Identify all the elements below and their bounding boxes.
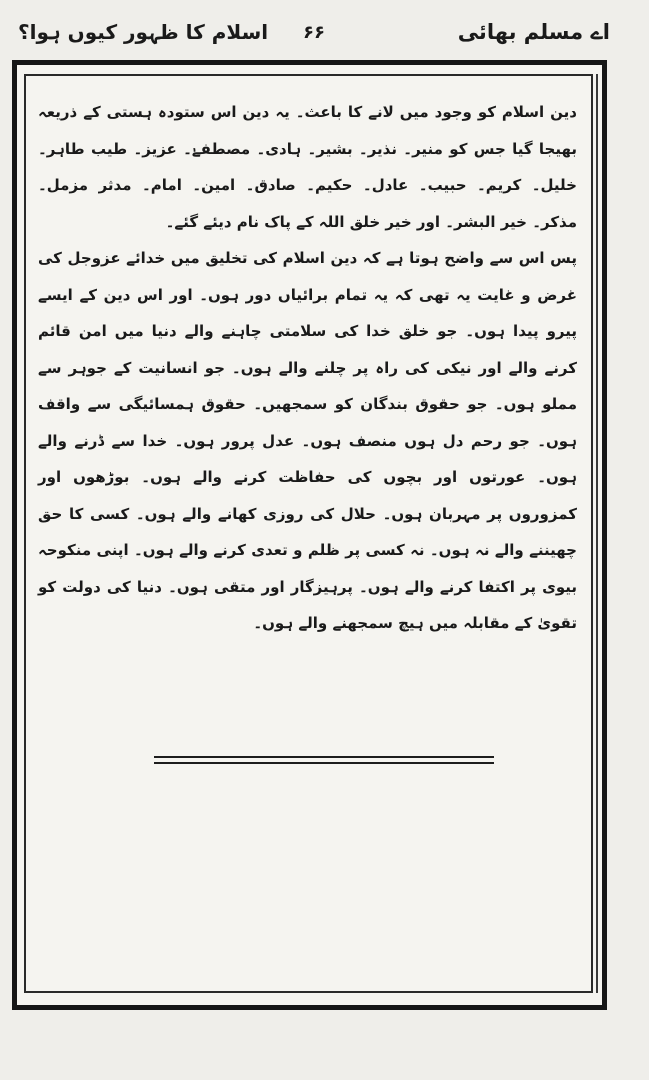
running-title-right: اے مسلم بھائی (457, 20, 610, 44)
page-number: ۶۶ (303, 22, 325, 43)
running-title-left: اسلام کا ظہور کیوں ہوا؟ (18, 20, 269, 44)
paragraph-2: پس اس سے واضح ہوتا ہے کہ دین اسلام کی تخلیق میں خدائے عزوجل کی غرض و غایت یہ تھی کہ یہ تمام برائیاں دور ہوں۔ اور اس دین کے ایسے پیرو پیدا ہوں۔ جو خلق خدا کی سلامتی چاہنے والے دنیا میں امن قائم کرنے والے اور نیکی کی راہ پر چلنے والے ہوں۔ جو انسانیت کے جوہر سے مملو ہوں۔ جو حقوق بندگان کو سمجھیں۔ حقوق ہمسائیگی سے واقف ہوں۔ جو رحم دل ہوں منصف ہوں۔ عدل پرور ہوں۔ خدا سے ڈرنے والے ہوں۔ عورتوں اور بچوں کی حفاظت کرنے والے ہوں۔ بوڑھوں اور کمزوروں پر مہربان ہوں۔ حلال کی روزی کھانے والے ہوں۔ کسی کا حق چھیننے والے نہ ہوں۔ نہ کسی پر ظلم و تعدی کرنے والے ہوں۔ اپنی منکوحہ بیوی پر اکتفا کرنے والے ہوں۔ پرہیزگار اور متقی ہوں۔ دنیا کی دولت کو تقویٰ کے مقابلہ میں ہیچ سمجھنے والے ہوں۔ (38, 249, 577, 632)
page-header (18, 18, 610, 58)
page-inner-frame (24, 74, 593, 993)
closing-rule-line-2 (154, 762, 494, 764)
paragraph-1: دین اسلام کو وجود میں لانے کا باعث۔ یہ دین اس ستودہ ہستی کے ذریعہ بھیجا گیا جس کو منیر۔ نذیر۔ بشیر۔ ہادی۔ مصطفےٰ۔ عزیز۔ طیب طاہر۔ خلیل۔ کریم۔ حبیب۔ عادل۔ حکیم۔ صادق۔ امین۔ امام۔ مدثر مزمل۔ مذکر۔ خیر البشر۔ اور خیر خلق اللہ کے پاک نام دیئے گئے۔ (38, 103, 577, 231)
closing-rule-line-1 (154, 756, 494, 758)
page-body-text (38, 94, 577, 642)
page-border-frame (12, 60, 607, 1010)
closing-double-rule (154, 756, 494, 766)
